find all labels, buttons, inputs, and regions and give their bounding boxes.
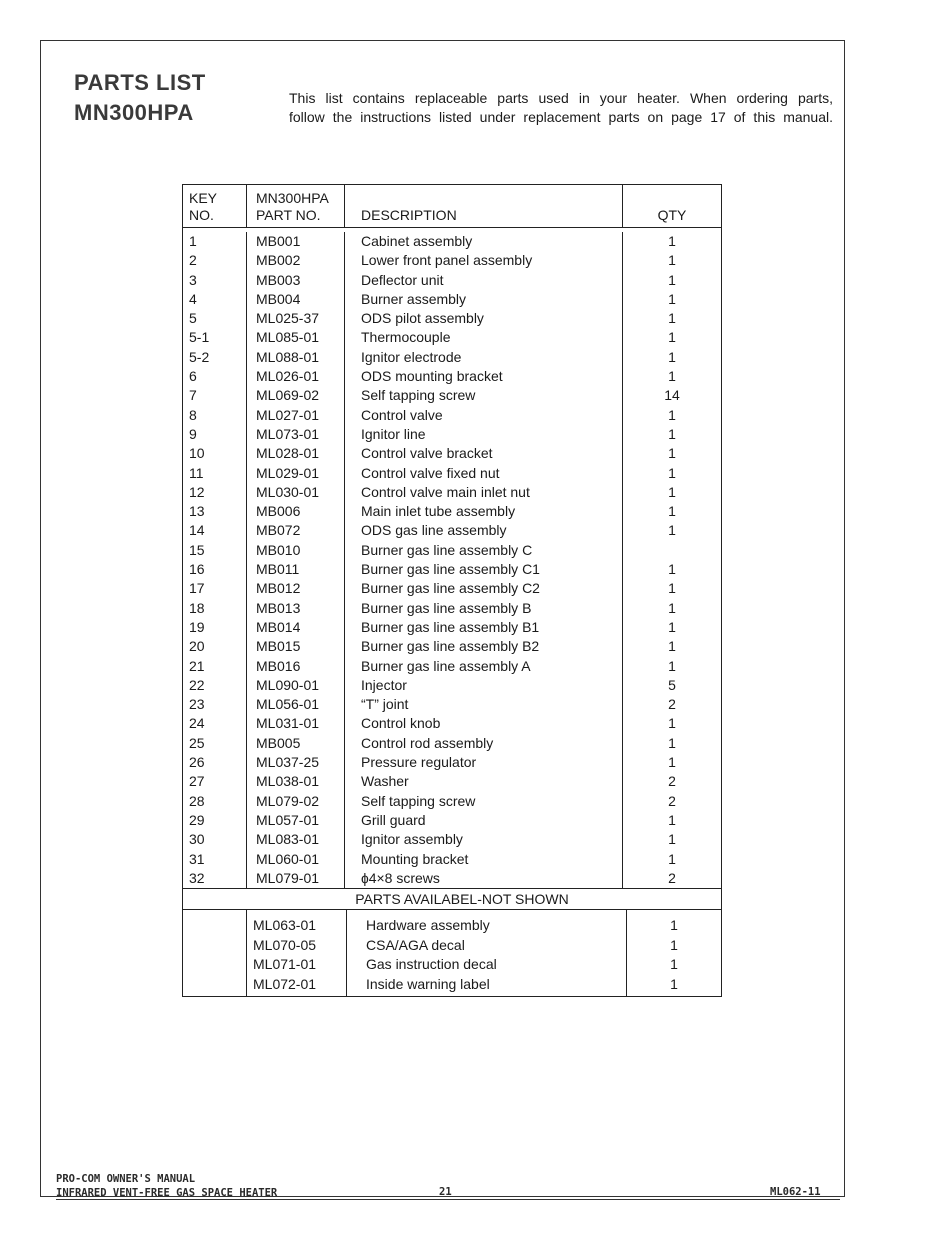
part-number-cell: MB072 [246,521,344,540]
part-number-cell: MB006 [246,502,344,521]
qty-cell: 1 [622,502,721,521]
part-number-cell: MB010 [246,541,344,560]
qty-cell: 1 [622,579,721,598]
key-cell: 26 [189,754,205,771]
table-row [183,618,721,637]
key-cell: 19 [189,618,205,635]
key-cell: 1 [189,233,197,249]
qty-cell: 1 [622,521,721,540]
key-cell: 16 [189,561,205,578]
key-cell: 5-2 [189,348,210,365]
key-cell: 4 [189,290,197,307]
intro-line-2: follow the instructions listed under replacement parts on page 17 of this manual. [289,109,833,125]
key-cell: 31 [189,850,205,867]
part-number-cell: MB003 [246,271,344,290]
description-cell: Main inlet tube assembly [344,502,622,521]
not-shown-qty: 1 [670,956,678,973]
header-part-line1: MN300HPA [256,190,329,206]
qty-cell: 1 [622,714,721,733]
description-cell: Cabinet assembly [344,232,622,251]
part-number-cell: ML026-01 [246,367,344,386]
table-row [183,579,721,598]
part-number-cell: MB016 [246,657,344,676]
qty-cell: 1 [622,290,721,309]
table-row [183,714,721,733]
description-cell: Ignitor line [344,425,622,444]
title-model: MN300HPA [74,100,194,125]
table-row [183,676,721,695]
key-cell: 24 [189,715,205,732]
footer-product-name: INFRARED VENT-FREE GAS SPACE HEATER [56,1187,278,1199]
not-shown-qty: 1 [670,917,678,934]
part-number-cell: MB001 [246,232,344,251]
qty-cell: 1 [622,599,721,618]
header-part-line2: PART NO. [256,207,321,223]
key-cell: 9 [189,425,197,442]
page-title [74,68,206,128]
description-cell: Control valve fixed nut [344,464,622,483]
key-cell: 20 [189,638,205,655]
not-shown-description: Hardware assembly [366,917,490,934]
qty-cell: 1 [622,271,721,290]
part-number-cell: ML057-01 [246,811,344,830]
table-row [183,541,721,560]
key-cell: 12 [189,483,205,500]
key-cell: 28 [189,792,205,809]
table-row [183,521,721,540]
not-shown-description-cell [346,910,626,996]
table-row [183,386,721,405]
qty-cell: 1 [622,830,721,849]
qty-cell: 2 [622,695,721,714]
table-row [183,830,721,849]
key-cell: 25 [189,734,205,751]
not-shown-key-cell [183,910,246,996]
qty-cell [622,541,721,560]
description-cell: ODS pilot assembly [344,309,622,328]
table-row [183,657,721,676]
part-number-cell: ML031-01 [246,714,344,733]
part-number-cell: MB005 [246,734,344,753]
key-cell: 30 [189,831,205,848]
header-description-label: DESCRIPTION [361,207,457,223]
qty-cell: 1 [622,560,721,579]
key-cell: 8 [189,406,197,423]
description-cell: Ignitor electrode [344,348,622,367]
key-cell: 6 [189,368,197,385]
not-shown-qty: 1 [670,936,678,953]
not-shown-part: ML070-05 [253,936,317,953]
intro-line-1: This list contains replaceable parts used in your heater. When ordering parts, [289,90,833,106]
qty-cell: 2 [622,869,721,888]
table-row [183,328,721,347]
table-row [183,772,721,791]
table-row [183,695,721,714]
key-cell: 14 [189,522,205,539]
header-qty-label: QTY [657,207,687,223]
part-number-cell: MB012 [246,579,344,598]
description-cell: Self tapping screw [344,792,622,811]
key-cell: 3 [189,271,197,288]
parts-table [182,184,722,997]
footer-doc-code: ML062-11 [770,1186,821,1198]
qty-cell: 1 [622,444,721,463]
part-number-cell: ML083-01 [246,830,344,849]
qty-cell: 2 [622,772,721,791]
qty-cell: 1 [622,328,721,347]
key-cell: 29 [189,811,205,828]
qty-cell: 1 [622,637,721,656]
description-cell: “T” joint [344,695,622,714]
table-row [183,599,721,618]
description-cell: Burner gas line assembly A [344,657,622,676]
description-cell: Control rod assembly [344,734,622,753]
not-shown-part: ML072-01 [253,975,317,992]
key-cell: 5-1 [189,329,210,346]
qty-cell: 1 [622,367,721,386]
description-cell: Burner gas line assembly B2 [344,637,622,656]
description-cell: ɸ4×8 screws [344,869,622,888]
table-row [183,367,721,386]
not-shown-description: Gas instruction decal [366,956,497,973]
key-cell: 10 [189,445,205,462]
qty-cell: 1 [622,811,721,830]
part-number-cell: MB002 [246,251,344,270]
footer-page-number: 21 [439,1186,452,1198]
description-cell: Thermocouple [344,328,622,347]
part-number-cell: MB014 [246,618,344,637]
description-cell: Lower front panel assembly [344,251,622,270]
footer-left [56,1172,277,1200]
qty-cell: 1 [622,232,721,251]
qty-cell: 1 [622,753,721,772]
qty-cell: 5 [622,676,721,695]
header-qty [622,185,721,227]
key-cell: 5 [189,310,197,327]
description-cell: ODS mounting bracket [344,367,622,386]
table-row [183,309,721,328]
table-body [183,228,721,888]
part-number-cell: ML029-01 [246,464,344,483]
qty-cell: 1 [622,348,721,367]
table-row [183,637,721,656]
part-number-cell: MB011 [246,560,344,579]
key-cell: 32 [189,869,205,886]
table-row [183,406,721,425]
qty-cell: 1 [622,251,721,270]
qty-cell: 1 [622,425,721,444]
part-number-cell: MB015 [246,637,344,656]
part-number-cell: ML025-37 [246,309,344,328]
table-row [183,290,721,309]
part-number-cell: ML030-01 [246,483,344,502]
description-cell: Burner gas line assembly C1 [344,560,622,579]
part-number-cell: ML090-01 [246,676,344,695]
description-cell: Burner gas line assembly B1 [344,618,622,637]
description-cell: Ignitor assembly [344,830,622,849]
key-cell: 11 [189,464,204,481]
part-number-cell: ML028-01 [246,444,344,463]
part-number-cell: ML079-02 [246,792,344,811]
part-number-cell: ML056-01 [246,695,344,714]
not-shown-heading: PARTS AVAILABEL-NOT SHOWN [183,888,721,910]
part-number-cell: ML085-01 [246,328,344,347]
header-part [246,185,344,227]
table-header [183,185,721,228]
footer-rule [56,1199,840,1200]
table-row [183,502,721,521]
header-key-line2: NO. [189,207,214,223]
key-cell: 2 [189,252,197,269]
table-row [183,560,721,579]
qty-cell: 1 [622,734,721,753]
qty-cell: 2 [622,792,721,811]
table-row [183,483,721,502]
description-cell: Self tapping screw [344,386,622,405]
description-cell: Grill guard [344,811,622,830]
description-cell: Injector [344,676,622,695]
description-cell: Control valve bracket [344,444,622,463]
key-cell: 7 [189,387,197,404]
part-number-cell: ML073-01 [246,425,344,444]
table-row [183,869,721,888]
table-row [183,425,721,444]
key-cell: 17 [189,580,205,597]
qty-cell: 1 [622,309,721,328]
description-cell: Burner gas line assembly C2 [344,579,622,598]
description-cell: Burner gas line assembly C [344,541,622,560]
part-number-cell: ML037-25 [246,753,344,772]
qty-cell: 1 [622,483,721,502]
header-key-line1: KEY [189,190,218,206]
part-number-cell: MB013 [246,599,344,618]
key-cell: 23 [189,696,205,713]
table-row [183,464,721,483]
not-shown-description: Inside warning label [366,975,490,992]
description-cell: Burner assembly [344,290,622,309]
part-number-cell: ML069-02 [246,386,344,405]
qty-cell: 1 [622,657,721,676]
description-cell: Pressure regulator [344,753,622,772]
header-key [183,185,246,227]
intro-paragraph [289,89,833,127]
part-number-cell: ML088-01 [246,348,344,367]
qty-cell: 1 [622,618,721,637]
title-parts-list: PARTS LIST [74,70,206,95]
table-row [183,232,721,251]
description-cell: Burner gas line assembly B [344,599,622,618]
part-number-cell: ML079-01 [246,869,344,888]
not-shown-description: CSA/AGA decal [366,936,465,953]
not-shown-part: ML071-01 [253,956,317,973]
table-row [183,734,721,753]
description-cell: Control valve main inlet nut [344,483,622,502]
not-shown-part-cell [246,910,346,996]
qty-cell: 1 [622,850,721,869]
qty-cell: 14 [622,386,721,405]
description-cell: Mounting bracket [344,850,622,869]
description-cell: ODS gas line assembly [344,521,622,540]
table-row [183,850,721,869]
description-cell: Deflector unit [344,271,622,290]
table-row [183,444,721,463]
table-row [183,271,721,290]
description-cell: Control knob [344,714,622,733]
qty-cell: 1 [622,464,721,483]
not-shown-part: ML063-01 [253,917,317,934]
part-number-cell: ML060-01 [246,850,344,869]
key-cell: 18 [189,599,205,616]
table-row [183,251,721,270]
not-shown-qty-cell [626,910,721,996]
table-row [183,811,721,830]
description-cell: Control valve [344,406,622,425]
table-row [183,792,721,811]
key-cell: 13 [189,503,205,520]
header-description [344,185,622,227]
qty-cell: 1 [622,406,721,425]
table-row [183,348,721,367]
key-cell: 21 [189,657,205,674]
table-row [183,753,721,772]
description-cell: Washer [344,772,622,791]
part-number-cell: ML038-01 [246,772,344,791]
key-cell: 27 [189,773,205,790]
footer-manual-name: PRO-COM OWNER'S MANUAL [56,1173,196,1185]
part-number-cell: MB004 [246,290,344,309]
key-cell: 15 [189,541,205,558]
not-shown-qty: 1 [670,975,678,992]
not-shown-section [183,910,721,996]
part-number-cell: ML027-01 [246,406,344,425]
key-cell: 22 [189,676,205,693]
